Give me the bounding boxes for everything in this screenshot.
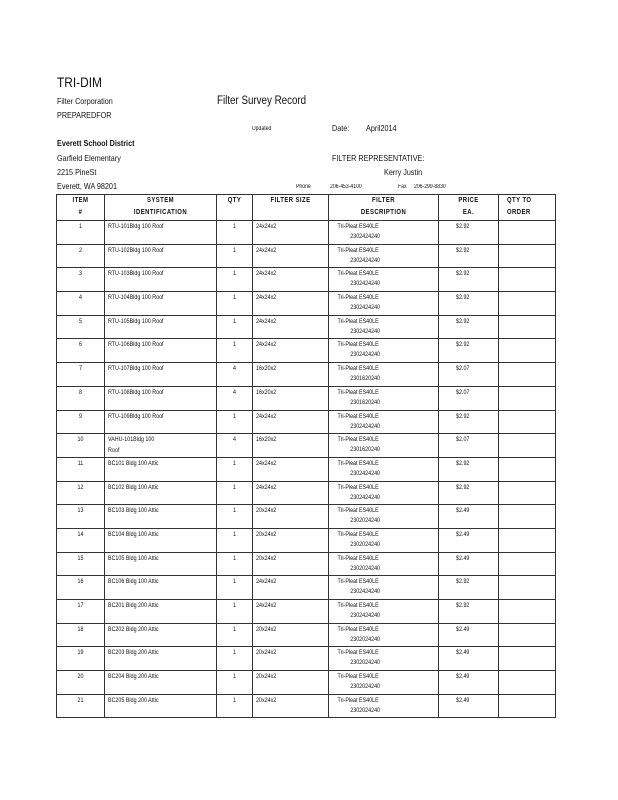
qty-to-order-cell[interactable]	[499, 434, 556, 458]
phone-label: Phone	[296, 184, 311, 190]
qty-to-order-cell[interactable]	[499, 647, 556, 671]
description-cell: Tri-Pleat ES40LE 2302424240	[329, 221, 439, 245]
system-id: BC204 Bldg 200 Attic	[108, 673, 159, 681]
qty-to-order-cell[interactable]	[499, 363, 556, 387]
document-title: Filter Survey Record	[217, 95, 307, 107]
table-row	[57, 623, 556, 647]
qty-cell: 1	[217, 457, 253, 481]
site-name: Garfield Elementary	[57, 153, 121, 163]
system-id: RTU-105Bldg 100 Roof	[108, 317, 164, 325]
date-label: Date:	[332, 123, 350, 133]
price-cell: $2.07	[439, 434, 499, 458]
qty-cell: 1	[217, 528, 253, 552]
item-number: 3	[57, 268, 105, 292]
qty-cell: 1	[217, 221, 253, 245]
filter-size-cell: 20x24x2	[253, 528, 329, 552]
filter-size-cell: 20x24x2	[253, 694, 329, 718]
col-header-description: FILTER DESCRIPTION	[329, 195, 439, 221]
system-cell	[105, 221, 217, 245]
system-id: BC202 Bldg 200 Attic	[108, 625, 159, 633]
system-id: RTU-102Bldg 100 Roof	[108, 246, 164, 254]
filter-size-cell: 24x24x2	[253, 315, 329, 339]
filter-survey-table	[56, 194, 556, 718]
table-row	[57, 386, 556, 410]
qty-to-order-cell[interactable]	[499, 292, 556, 316]
system-id: BC105 Bldg 100 Attic	[108, 554, 159, 562]
system-cell	[105, 694, 217, 718]
rep-label: FILTER REPRESENTATIVE:	[332, 153, 425, 163]
description-cell: Tri-Pleat ES40LE 2302024240	[329, 623, 439, 647]
item-number: 20	[57, 671, 105, 695]
system-cell	[105, 410, 217, 434]
price-cell: $2.49	[439, 623, 499, 647]
company-name: Filter Corporation	[57, 96, 113, 106]
qty-cell: 1	[217, 339, 253, 363]
description-cell: Tri-Pleat ES40LE 2302024240	[329, 694, 439, 718]
description-cell: Tri-Pleat ES40LE 2302424240	[329, 600, 439, 624]
item-number: 6	[57, 339, 105, 363]
price-cell: $2.07	[439, 386, 499, 410]
table-row	[57, 600, 556, 624]
qty-to-order-cell[interactable]	[499, 221, 556, 245]
system-id: BC205 Bldg 200 Attic	[108, 696, 159, 704]
item-number: 2	[57, 244, 105, 268]
system-id: BC101 Bldg 100 Attic	[108, 459, 159, 467]
price-cell: $2.49	[439, 647, 499, 671]
table-row	[57, 268, 556, 292]
item-number: 13	[57, 505, 105, 529]
description-cell: Tri-Pleat ES40LE 2302424240	[329, 244, 439, 268]
rep-name: Kerry Justin	[384, 167, 423, 177]
filter-size-cell: 24x24x2	[253, 292, 329, 316]
system-cell	[105, 623, 217, 647]
qty-to-order-cell[interactable]	[499, 244, 556, 268]
filter-size-cell: 16x20x2	[253, 434, 329, 458]
prepared-for-label: PREPAREDFOR	[57, 110, 112, 120]
price-cell: $2.92	[439, 410, 499, 434]
description-cell: Tri-Pleat ES40LE 2302024240	[329, 671, 439, 695]
col-header-price: PRICE EA.	[439, 195, 499, 221]
price-cell: $2.49	[439, 671, 499, 695]
col-header-filter-size: FILTER SIZE	[253, 195, 329, 221]
filter-size-cell: 20x24x2	[253, 552, 329, 576]
col-header-item: ITEM #	[57, 195, 105, 221]
filter-size-cell: 20x24x2	[253, 623, 329, 647]
description-cell: Tri-Pleat ES40LE 2302424240	[329, 576, 439, 600]
price-cell: $2.92	[439, 457, 499, 481]
qty-cell: 1	[217, 292, 253, 316]
description-cell: Tri-Pleat ES40LE 2302424240	[329, 315, 439, 339]
filter-size-cell: 20x24x2	[253, 671, 329, 695]
filter-size-cell: 24x24x2	[253, 221, 329, 245]
filter-size-cell: 16x20x2	[253, 386, 329, 410]
table-row	[57, 363, 556, 387]
price-cell: $2.92	[439, 339, 499, 363]
table-row	[57, 694, 556, 718]
description-cell: Tri-Pleat ES40LE 2301620240	[329, 386, 439, 410]
table-row	[57, 552, 556, 576]
qty-cell: 1	[217, 268, 253, 292]
table-row	[57, 339, 556, 363]
system-cell	[105, 481, 217, 505]
item-number: 8	[57, 386, 105, 410]
price-cell: $2.92	[439, 315, 499, 339]
price-cell: $2.92	[439, 221, 499, 245]
qty-to-order-cell[interactable]	[499, 505, 556, 529]
customer-name: Everett School District	[57, 138, 135, 148]
price-cell: $2.07	[439, 363, 499, 387]
table-row	[57, 244, 556, 268]
qty-to-order-cell[interactable]	[499, 315, 556, 339]
description-cell: Tri-Pleat ES40LE 2302424240	[329, 292, 439, 316]
qty-cell: 1	[217, 671, 253, 695]
system-id: RTU-104Bldg 100 Roof	[108, 294, 164, 302]
table-row	[57, 528, 556, 552]
filter-size-cell: 24x24x2	[253, 339, 329, 363]
filter-size-cell: 24x24x2	[253, 457, 329, 481]
system-cell	[105, 386, 217, 410]
qty-cell: 1	[217, 623, 253, 647]
qty-to-order-cell[interactable]	[499, 528, 556, 552]
item-number: 9	[57, 410, 105, 434]
system-id: BC102 Bldg 100 Attic	[108, 483, 159, 491]
system-id: RTU-106Bldg 100 Roof	[108, 341, 164, 349]
price-cell: $2.92	[439, 292, 499, 316]
description-cell: Tri-Pleat ES40LE 2302424240	[329, 339, 439, 363]
filter-size-cell: 16x20x2	[253, 363, 329, 387]
qty-cell: 4	[217, 386, 253, 410]
qty-to-order-cell[interactable]	[499, 576, 556, 600]
description-cell: Tri-Pleat ES40LE 2302024240	[329, 505, 439, 529]
system-id: BC104 Bldg 100 Attic	[108, 530, 159, 538]
description-cell: Tri-Pleat ES40LE 2302424240	[329, 457, 439, 481]
qty-cell: 1	[217, 694, 253, 718]
item-number: 19	[57, 647, 105, 671]
price-cell: $2.92	[439, 576, 499, 600]
item-number: 12	[57, 481, 105, 505]
price-cell: $2.92	[439, 268, 499, 292]
item-number: 17	[57, 600, 105, 624]
item-number: 15	[57, 552, 105, 576]
qty-cell: 1	[217, 552, 253, 576]
system-cell	[105, 292, 217, 316]
qty-to-order-cell[interactable]	[499, 600, 556, 624]
table-row	[57, 292, 556, 316]
qty-to-order-cell[interactable]	[499, 671, 556, 695]
system-cell	[105, 505, 217, 529]
table-row	[57, 434, 556, 458]
table-row	[57, 481, 556, 505]
system-id: RTU-107Bldg 100 Roof	[108, 365, 164, 373]
table-row	[57, 221, 556, 245]
system-cell	[105, 434, 217, 458]
table-header-row	[57, 195, 556, 221]
item-number: 18	[57, 623, 105, 647]
qty-cell: 4	[217, 434, 253, 458]
description-cell: Tri-Pleat ES40LE 2302024240	[329, 552, 439, 576]
qty-cell: 1	[217, 315, 253, 339]
company-logo: TRI-DIM	[57, 74, 102, 90]
system-id: BC103 Bldg 100 Attic	[108, 507, 159, 515]
system-cell	[105, 244, 217, 268]
item-number: 7	[57, 363, 105, 387]
qty-to-order-cell[interactable]	[499, 457, 556, 481]
street-address: 2215 PineSt	[57, 167, 97, 177]
qty-to-order-cell[interactable]	[499, 339, 556, 363]
date-value: April2014	[366, 123, 397, 133]
system-cell	[105, 528, 217, 552]
table-row	[57, 671, 556, 695]
filter-size-cell: 24x24x2	[253, 410, 329, 434]
table-row	[57, 315, 556, 339]
filter-size-cell: 24x24x2	[253, 268, 329, 292]
qty-to-order-cell[interactable]	[499, 552, 556, 576]
item-number: 1	[57, 221, 105, 245]
system-cell	[105, 363, 217, 387]
description-cell: Tri-Pleat ES40LE 2302424240	[329, 481, 439, 505]
item-number: 11	[57, 457, 105, 481]
price-cell: $2.49	[439, 552, 499, 576]
system-cell	[105, 671, 217, 695]
updated-label: Updated	[252, 126, 272, 132]
system-id: RTU-103Bldg 100 Roof	[108, 270, 164, 278]
system-id: BC106 Bldg 100 Attic	[108, 578, 159, 586]
description-cell: Tri-Pleat ES40LE 2302024240	[329, 647, 439, 671]
description-cell: Tri-Pleat ES40LE 2301620240	[329, 434, 439, 458]
system-id: RTU-108Bldg 100 Roof	[108, 388, 164, 396]
price-cell: $2.49	[439, 505, 499, 529]
fax-label: Fax	[398, 184, 407, 190]
item-number: 14	[57, 528, 105, 552]
item-number: 4	[57, 292, 105, 316]
qty-cell: 1	[217, 481, 253, 505]
system-cell	[105, 647, 217, 671]
system-id: BC201 Bldg 200 Attic	[108, 602, 159, 609]
qty-to-order-cell[interactable]	[499, 410, 556, 434]
description-cell: Tri-Pleat ES40LE 2301620240	[329, 363, 439, 387]
filter-size-cell: 20x24x2	[253, 505, 329, 529]
price-cell: $2.49	[439, 694, 499, 718]
description-cell: Tri-Pleat ES40LE 2302424240	[329, 268, 439, 292]
qty-cell: 1	[217, 244, 253, 268]
system-cell	[105, 600, 217, 624]
system-id: RTU-109Bldg 100 Roof	[108, 412, 164, 420]
system-cell	[105, 315, 217, 339]
qty-cell: 4	[217, 363, 253, 387]
system-id: VAHU-101Bldg 100	[108, 436, 155, 444]
price-cell: $2.49	[439, 528, 499, 552]
item-number: 10	[57, 434, 105, 458]
col-header-qty: QTY	[217, 195, 253, 221]
qty-to-order-cell[interactable]	[499, 623, 556, 647]
qty-to-order-cell[interactable]	[499, 481, 556, 505]
system-id-line2: Roof	[108, 447, 120, 455]
filter-size-cell: 24x24x2	[253, 481, 329, 505]
qty-cell: 1	[217, 505, 253, 529]
qty-cell: 1	[217, 600, 253, 624]
col-header-qty-to-order: QTY TO ORDER	[499, 195, 556, 221]
qty-cell: 1	[217, 647, 253, 671]
system-id: BC203 Bldg 200 Attic	[108, 649, 159, 657]
filter-size-cell: 20x24x2	[253, 647, 329, 671]
system-cell	[105, 552, 217, 576]
filter-size-cell: 24x24x2	[253, 576, 329, 600]
system-cell	[105, 339, 217, 363]
filter-size-cell: 24x24x2	[253, 600, 329, 624]
system-cell	[105, 576, 217, 600]
system-cell	[105, 268, 217, 292]
price-cell: $2.92	[439, 600, 499, 624]
price-cell: $2.92	[439, 481, 499, 505]
qty-cell: 1	[217, 410, 253, 434]
price-cell: $2.92	[439, 244, 499, 268]
table-row	[57, 647, 556, 671]
phone-value: 206-453-4100	[330, 184, 362, 190]
qty-cell: 1	[217, 576, 253, 600]
table-row	[57, 457, 556, 481]
table-row	[57, 410, 556, 434]
item-number: 16	[57, 576, 105, 600]
filter-size-cell: 24x24x2	[253, 244, 329, 268]
city-address: Everett, WA 98201	[57, 181, 117, 191]
system-id: RTU-101Bldg 100 Roof	[108, 223, 164, 230]
description-cell: Tri-Pleat ES40LE 2302024240	[329, 528, 439, 552]
system-cell	[105, 457, 217, 481]
col-header-system: SYSTEM IDENTIFICATION	[105, 195, 217, 221]
qty-to-order-cell[interactable]	[499, 386, 556, 410]
table-row	[57, 576, 556, 600]
qty-to-order-cell[interactable]	[499, 694, 556, 718]
description-cell: Tri-Pleat ES40LE 2302424240	[329, 410, 439, 434]
item-number: 5	[57, 315, 105, 339]
qty-to-order-cell[interactable]	[499, 268, 556, 292]
item-number: 21	[57, 694, 105, 718]
fax-value: 206-299-8830	[414, 184, 446, 190]
table-row	[57, 505, 556, 529]
